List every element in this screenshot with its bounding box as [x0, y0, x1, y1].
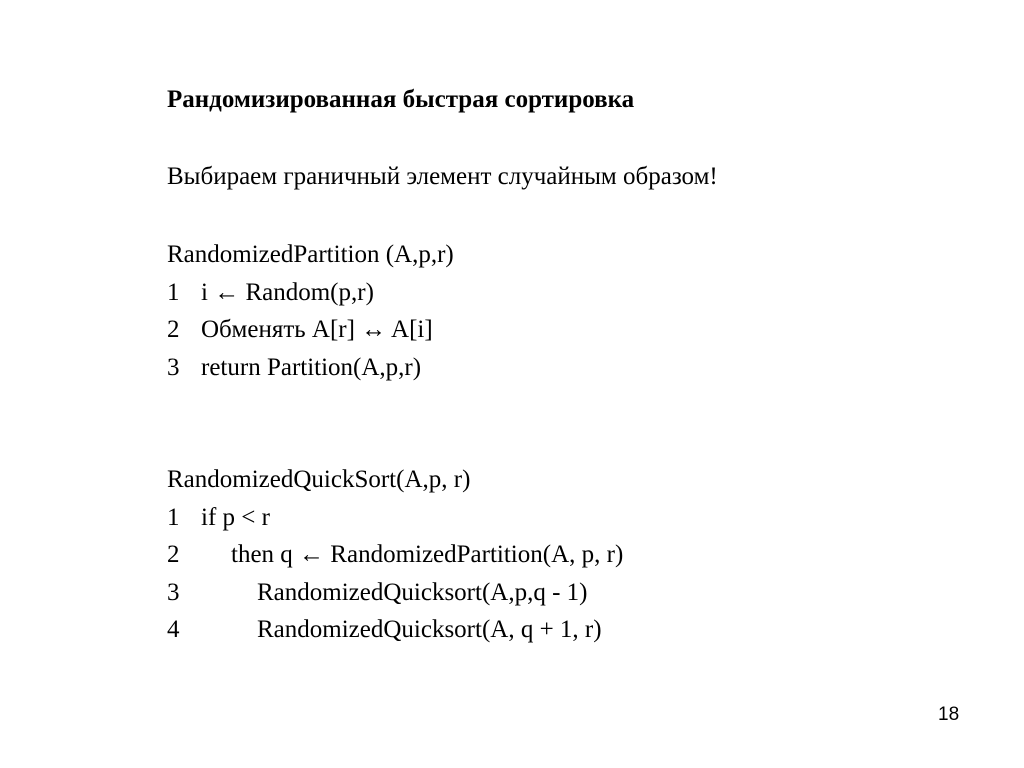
line-number: 1 — [167, 278, 180, 306]
partition-header: RandomizedPartition (A,p,r) — [167, 241, 454, 268]
code-line — [167, 274, 454, 312]
code-text: i ← Random(p,r) — [201, 278, 374, 306]
code-header — [167, 236, 454, 274]
code-line — [167, 611, 623, 649]
slide-subtitle: Выбираем граничный элемент случайным образом! — [167, 163, 718, 190]
slide-title: Рандомизированная быстрая сортировка — [167, 86, 635, 113]
randomized-quicksort-block — [167, 461, 623, 649]
line-number: 4 — [167, 616, 180, 643]
code-line — [167, 574, 623, 612]
code-text: return Partition(A,p,r) — [201, 353, 422, 381]
code-text: RandomizedQuicksort(A,p,q - 1) — [257, 578, 588, 606]
randomized-partition-block — [167, 236, 454, 386]
line-number: 3 — [167, 578, 180, 606]
line-number: 2 — [167, 541, 180, 568]
code-header — [167, 461, 623, 499]
code-text: if p < r — [201, 503, 270, 531]
code-line — [167, 536, 623, 574]
code-line — [167, 499, 623, 537]
line-number: 1 — [167, 503, 180, 531]
line-number: 2 — [167, 316, 180, 343]
line-number: 3 — [167, 353, 180, 381]
page-number: 18 — [938, 704, 960, 725]
quicksort-header: RandomizedQuickSort(A,p, r) — [167, 466, 471, 493]
code-text: RandomizedQuicksort(A, q + 1, r) — [257, 616, 602, 643]
code-text: then q ← RandomizedPartition(A, p, r) — [231, 541, 624, 568]
code-text: Обменять A[r] ↔ A[i] — [201, 316, 433, 343]
code-line — [167, 349, 454, 387]
code-line — [167, 311, 454, 349]
